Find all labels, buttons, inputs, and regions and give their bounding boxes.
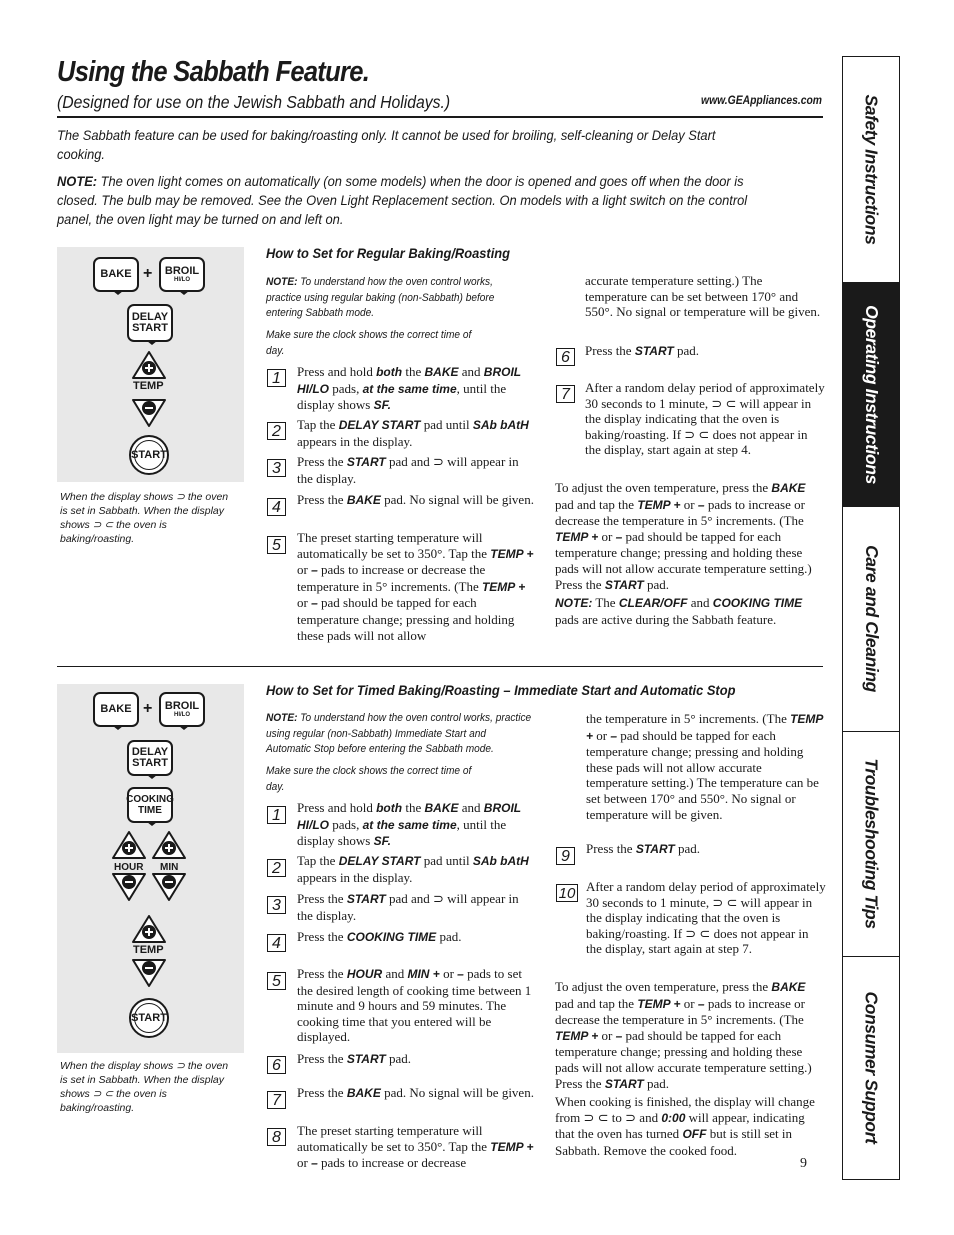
step-text-4: Press the COOKING TIME pad. [297, 929, 462, 944]
website-link[interactable]: www.GEAppliances.com [701, 95, 822, 107]
step-number-7: 7 [556, 385, 575, 403]
delay-start-button [127, 740, 173, 776]
start-word-label: START [132, 757, 168, 769]
min-label: MIN [160, 862, 179, 873]
notch-icon [147, 341, 157, 345]
notch-icon [113, 726, 123, 730]
broil-sub-label: HI/LO [174, 711, 190, 718]
bake-button [93, 692, 139, 727]
note-label: NOTE: [266, 712, 298, 724]
plus-icon: + [143, 700, 153, 717]
step-text-5: Press the HOUR and MIN + or – pads to set the desired length of cooking time between 1 minute and 9 hours and 59 minutes. The cooking time that you entered will be displayed. [297, 966, 532, 1045]
note-label: NOTE: [266, 276, 298, 288]
step-number-6: 6 [267, 1056, 286, 1074]
control-panel-illustration-2 [57, 684, 244, 1053]
start-button [129, 435, 169, 475]
step-text-4: Press the BAKE pad. No signal will be given. [297, 492, 534, 507]
notch-icon [179, 726, 189, 730]
start-label: START [131, 449, 167, 461]
section1-final-note: NOTE: The CLEAR/OFF and COOKING TIME pads are active during the Sabbath feature. [555, 595, 803, 627]
tab-label: Consumer Support [861, 990, 882, 1144]
section2-clock-note: Make sure the clock shows the correct time of day. [266, 765, 472, 793]
step-number-4: 4 [267, 934, 286, 952]
section2-finish: When cooking is finished, the display will change from ⊃ ⊂ to ⊃ and 0:00 will appear, indicating that the oven has turned OFF but is still set in Sabbath. Remove the cooked food. [555, 1094, 815, 1158]
page-number: 9 [800, 1156, 807, 1171]
intro-note-label: NOTE: [57, 173, 98, 189]
step-text-2: Tap the DELAY START pad until SAb bAtH appears in the display. [297, 853, 529, 885]
note-text: To understand how the oven control works, practice using regular (non-Sabbath) Immediate Start and Automatic Stop before entering the Sabbath mode. [266, 712, 532, 755]
section-title-2: How to Set for Timed Baking/Roasting – Immediate Start and Automatic Stop [266, 682, 736, 698]
step-number-5: 5 [267, 972, 286, 990]
hour-label: HOUR [114, 862, 144, 873]
section2-continuation: the temperature in 5° increments. (The TEMP + or – pad should be tapped for each temperature change; pressing and holding these pads will not allow accurate temperature setting.) The temperature can be set between 170° and 550°. No signal or temperature will be given. [586, 711, 823, 822]
step-number-2: 2 [267, 422, 286, 440]
step-text-9: Press the START pad. [586, 841, 701, 856]
step-text-5: The preset starting temperature will automatically be set to 350°. Tap the TEMP + or – pads to increase or decrease the temperature in 5° increments. (The TEMP + or – pad should be tapped for each temperature change; pressing and holding these pads will not allow [297, 530, 534, 643]
tab-label: Operating Instructions [861, 304, 882, 484]
time-label: TIME [138, 805, 162, 816]
step-number-4: 4 [267, 498, 286, 516]
step-number-3: 3 [267, 459, 286, 477]
temp-label: TEMP [133, 944, 164, 956]
tab-label: Troubleshooting Tips [861, 758, 882, 929]
step-text-7: Press the BAKE pad. No signal will be given. [297, 1085, 534, 1100]
broil-label: BROIL [164, 264, 200, 277]
panel-caption-1: When the display shows ⊃ the oven is set in Sabbath. When the display shows ⊃ ⊂ the oven is baking/roasting. [60, 491, 229, 545]
bake-label: BAKE [100, 268, 132, 280]
notch-icon [113, 291, 123, 295]
cooking-label: COOKING [126, 794, 174, 805]
intro-note [57, 172, 765, 229]
intro-note-text: The oven light comes on automatically (on some models) when the door is opened and goes off when the door is closed. The bulb may be removed. See the Oven Light Replacement section. On models with a light switch on the control panel, the oven light may be turned on and left on. [57, 173, 748, 227]
broil-button [159, 692, 205, 727]
section2-note [266, 711, 533, 758]
step-text-1: Press and hold both the BAKE and BROIL HI/LO pads, at the same time, until the display shows SF. [297, 800, 521, 849]
broil-label: BROIL [164, 699, 200, 712]
step-number-7: 7 [267, 1091, 286, 1109]
step-text-3: Press the START pad and ⊃ will appear in the display. [297, 454, 519, 486]
step-number-1: 1 [267, 369, 286, 387]
panel-caption-2: When the display shows ⊃ the oven is set in Sabbath. When the display shows ⊃ ⊂ the oven is baking/roasting. [60, 1060, 229, 1114]
page-title: Using the Sabbath Feature. [57, 56, 370, 88]
section1-continuation: accurate temperature setting.) The temperature can be set between 170° and 550°. No signal or temperature will be given. [585, 273, 821, 320]
temp-label: TEMP [133, 380, 164, 392]
start-label: START [131, 1012, 167, 1024]
broil-sub-label: HI/LO [174, 276, 190, 283]
step-number-3: 3 [267, 896, 286, 914]
step-text-10: After a random delay period of approximately 30 seconds to 1 minute, ⊃ ⊂ will appear in the display indicating that the oven is baking/roasting. If ⊃ ⊂ does not appear in the display, start again at step 7. [586, 879, 826, 957]
step-text-3: Press the START pad and ⊃ will appear in the display. [297, 891, 519, 923]
notch-icon [179, 291, 189, 295]
section2-adjust: To adjust the oven temperature, press the BAKE pad and tap the TEMP + or – pads to increase or decrease the temperature in 5° increments. (The TEMP + or – pad should be tapped for each temperature change; pressing and holding these pads will not allow accurate temperature setting.) Press the START pad. [555, 979, 812, 1091]
start-button [129, 998, 169, 1038]
bake-button [93, 257, 139, 292]
step-text-6: Press the START pad. [297, 1051, 412, 1066]
step-number-1: 1 [267, 806, 286, 824]
step-text-7: After a random delay period of approximately 30 seconds to 1 minute, ⊃ ⊂ will appear in the display indicating that the oven is baking/roasting. If ⊃ ⊂ does not appear in the display, start again at step 4. [585, 380, 825, 458]
step-number-8: 8 [267, 1128, 286, 1146]
step-number-9: 9 [556, 847, 575, 865]
section1-clock-note: Make sure the clock shows the correct time of day. [266, 329, 472, 357]
tab-safety-instructions[interactable] [843, 57, 899, 283]
notch-icon [147, 775, 157, 779]
step-number-2: 2 [267, 859, 286, 877]
start-word-label: START [132, 322, 168, 334]
section1-note [266, 275, 514, 322]
section-title-1: How to Set for Regular Baking/Roasting [266, 245, 511, 261]
header-rule [57, 116, 823, 118]
step-number-10: 10 [556, 884, 578, 902]
step-text-6: Press the START pad. [585, 343, 700, 358]
bake-label: BAKE [100, 703, 132, 715]
intro-paragraph: The Sabbath feature can be used for baking/roasting only. It cannot be used for broiling, self-cleaning or Delay Start cooking. [57, 127, 716, 162]
tab-operating-instructions[interactable] [843, 282, 899, 507]
delay-start-button [127, 304, 173, 342]
step-text-8: The preset starting temperature will automatically be set to 350°. Tap the TEMP + or – pads to increase or decrease [297, 1123, 534, 1171]
section-separator [57, 666, 823, 667]
notch-icon [147, 822, 157, 826]
tab-label: Safety Instructions [861, 94, 882, 245]
step-text-2: Tap the DELAY START pad until SAb bAtH appears in the display. [297, 417, 529, 449]
page-subtitle: (Designed for use on the Jewish Sabbath and Holidays.) [57, 92, 451, 112]
tab-consumer-support[interactable] [843, 956, 899, 1178]
plus-icon: + [143, 265, 153, 282]
step-number-5: 5 [267, 536, 286, 554]
cooking-time-button [127, 787, 173, 823]
side-tabs [842, 56, 900, 1180]
delay-label: DELAY [131, 311, 169, 323]
note-text: To understand how the oven control works, practice using regular baking (non-Sabbath) before entering Sabbath mode. [266, 276, 495, 319]
delay-label: DELAY [131, 746, 169, 758]
tab-label: Care and Cleaning [861, 545, 882, 692]
broil-button [159, 257, 205, 292]
tab-troubleshooting-tips[interactable] [843, 731, 899, 957]
section1-adjust: To adjust the oven temperature, press the BAKE pad and tap the TEMP + or – pads to increase or decrease the temperature in 5° increments. (The TEMP + or – pad should be tapped for each temperature change; pressing and holding these pads will not allow accurate temperature setting.) Press the START pad. [555, 480, 812, 592]
tab-care-and-cleaning[interactable] [843, 506, 899, 732]
control-panel-illustration-1 [57, 247, 244, 482]
step-number-6: 6 [556, 348, 575, 366]
step-text-1: Press and hold both the BAKE and BROIL HI/LO pads, at the same time, until the display shows SF. [297, 364, 521, 413]
